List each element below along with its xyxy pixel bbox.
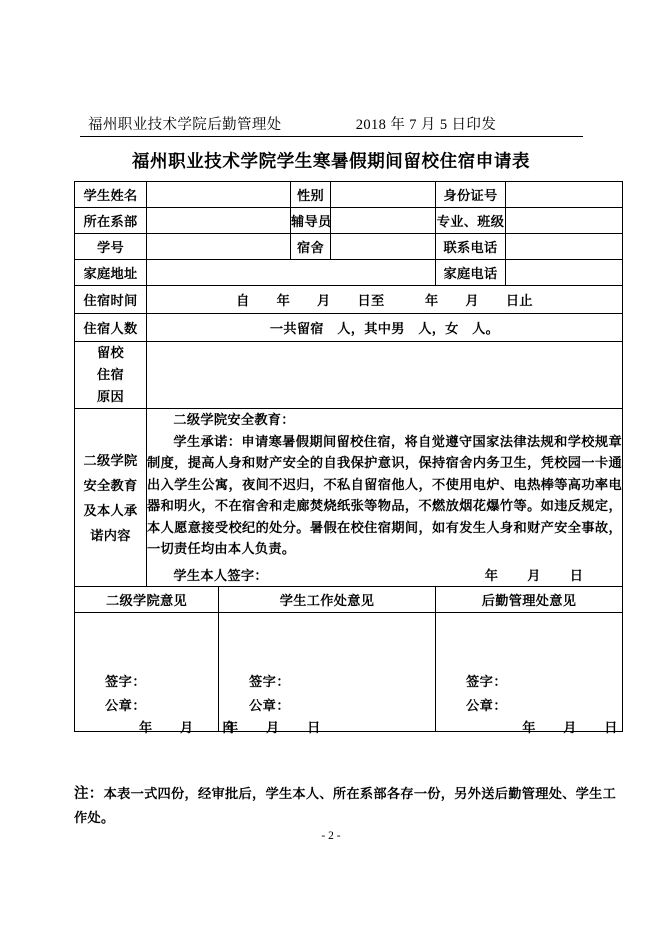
- label-occupant-count: 住宿人数: [75, 314, 147, 342]
- header-student-affairs-opinion: 学生工作处意见: [219, 587, 436, 613]
- label-safety-pledge-line-2: 安全教育: [83, 477, 138, 493]
- label-safety-pledge-line-1: 二级学院: [83, 452, 138, 468]
- label-safety-pledge-line-3: 及本人承: [83, 502, 138, 518]
- note-tag: 注：: [74, 786, 104, 802]
- field-home-address[interactable]: [147, 260, 436, 286]
- header-college-opinion: 二级学院意见: [75, 587, 219, 613]
- label-stay-reason-line-2: 住宿: [97, 367, 124, 382]
- label-safety-pledge-line-4: 诺内容: [90, 527, 131, 543]
- header-logistics-opinion: 后勤管理处意见: [436, 587, 623, 613]
- field-student-id[interactable]: [147, 234, 291, 260]
- table-row: [75, 409, 623, 587]
- cell-logistics-opinion[interactable]: [436, 613, 623, 735]
- label-stay-reason-line-3: 原因: [97, 389, 124, 404]
- field-stay-period[interactable]: 自 年 月 日至 年 月 日止: [147, 286, 623, 314]
- page-title: 福州职业技术学院学生寒暑假期间留校住宿申请表: [131, 151, 531, 171]
- label-major-class: 专业、班级: [436, 208, 506, 234]
- field-student-name[interactable]: [147, 182, 291, 208]
- table-row: [75, 286, 623, 314]
- logistics-seal-label[interactable]: 公章：: [466, 698, 508, 713]
- table-row: [75, 342, 623, 409]
- college-opinion-inner: [75, 613, 235, 735]
- student-affairs-signature-label[interactable]: 签字：: [249, 674, 291, 689]
- pledge-heading: 二级学院安全教育：: [173, 412, 295, 427]
- field-department[interactable]: [147, 208, 291, 234]
- application-form-table: [74, 181, 623, 735]
- label-student-signature[interactable]: 学生本人签字：: [173, 567, 268, 583]
- student-affairs-seal-label[interactable]: 公章：: [249, 698, 291, 713]
- label-stay-reason-line-1: 留校: [97, 345, 124, 360]
- running-header: [88, 112, 588, 134]
- table-row: [75, 314, 623, 342]
- field-stay-reason[interactable]: [147, 342, 623, 409]
- logistics-date-line[interactable]: 年 月 日: [522, 720, 618, 735]
- pledge-signature-row: [147, 565, 622, 587]
- label-home-phone: 家庭电话: [436, 260, 506, 286]
- label-contact-phone: 联系电话: [436, 234, 506, 260]
- label-stay-period: 住宿时间: [75, 286, 147, 314]
- label-counselor: 辅导员: [291, 208, 331, 234]
- issue-date: 2018 年 7 月 5 日印发: [355, 117, 497, 133]
- field-gender[interactable]: [331, 182, 436, 208]
- table-row: [75, 208, 623, 234]
- logistics-opinion-inner: [436, 613, 622, 735]
- label-student-id: 学号: [75, 234, 147, 260]
- logistics-signature-label[interactable]: 签字：: [466, 674, 508, 689]
- college-signature-label[interactable]: 签字：: [105, 674, 147, 689]
- college-seal-label[interactable]: 公章：: [105, 698, 147, 713]
- field-id-number[interactable]: [506, 182, 623, 208]
- field-home-phone[interactable]: [506, 260, 623, 286]
- cell-student-affairs-opinion[interactable]: [219, 613, 436, 735]
- label-id-number: 身份证号: [436, 182, 506, 208]
- table-row: [75, 587, 623, 613]
- label-dormitory: 宿舍: [291, 234, 331, 260]
- cell-college-opinion[interactable]: [75, 613, 235, 735]
- student-affairs-opinion-inner: [219, 613, 435, 735]
- label-home-address: 家庭地址: [75, 260, 147, 286]
- table-row: [75, 613, 623, 732]
- table-row: [75, 260, 623, 286]
- field-occupant-count[interactable]: 一共留宿 人，其中男 人，女 人。: [147, 314, 623, 342]
- field-dormitory[interactable]: [331, 234, 436, 260]
- label-stay-reason: [75, 342, 147, 409]
- issuing-organization: 福州职业技术学院后勤管理处: [88, 117, 282, 133]
- label-safety-pledge: [75, 409, 147, 587]
- table-row: [75, 182, 623, 208]
- page-number: - 2 -: [321, 830, 341, 842]
- label-department: 所在系部: [75, 208, 147, 234]
- label-gender: 性别: [291, 182, 331, 208]
- field-contact-phone[interactable]: [506, 234, 623, 260]
- safety-pledge-content: [147, 409, 623, 587]
- label-student-name: 学生姓名: [75, 182, 147, 208]
- pledge-body-text: 学生承诺：申请寒暑假期间留校住宿，将自觉遵守国家法律法规和学校规章制度，提高人身和财产安全的自我保护意识，保持宿舍内务卫生，凭校园一卡通出入学生公寓，夜间不迟归，不私自留宿他人，不使用电炉、电热棒等高功率电器和明火，不在宿舍和走廊焚烧纸张等物品，不燃放烟花爆竹等。如违反规定，本人愿意接受校纪的处分。暑假在校住宿期间，如有发生人身和财产安全事故，一切责任均由本人负责。: [147, 433, 622, 556]
- footer-note: [74, 782, 622, 829]
- field-counselor[interactable]: [331, 208, 436, 234]
- college-date-line[interactable]: 年 月 日: [139, 720, 235, 735]
- note-text: 本表一式四份，经审批后，学生本人、所在系部各存一份，另外送后勤管理处、学生工作处。: [74, 786, 617, 825]
- header-divider: [80, 136, 583, 137]
- pledge-signature-date[interactable]: 年 月 日: [484, 567, 584, 583]
- table-row: [75, 234, 623, 260]
- student-affairs-date-line[interactable]: 年 月 日: [225, 720, 321, 735]
- field-major-class[interactable]: [506, 208, 623, 234]
